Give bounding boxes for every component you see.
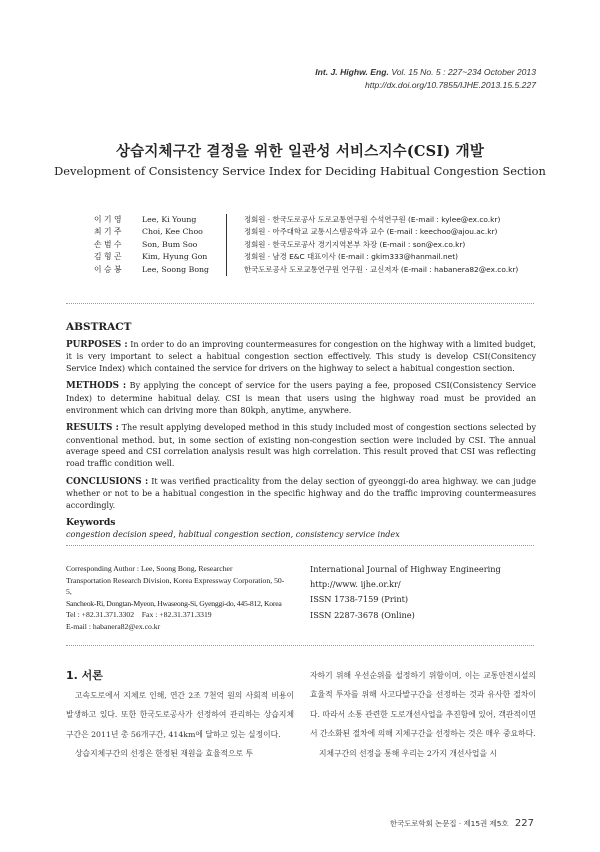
author-row	[94, 251, 518, 263]
results-label: RESULTS :	[66, 423, 119, 434]
author-name-en: Lee, Soong Bong	[142, 264, 210, 274]
author-row	[94, 214, 518, 226]
footer-text: 한국도로학회 논문집 · 제15권 제5호	[389, 819, 509, 828]
corr-line: Sancheok-Ri, Dongtan-Myeon, Hwaseong-Si, Gyenggi-do, 445-812, Korea	[66, 598, 282, 608]
author-divider	[226, 226, 236, 238]
author-divider	[226, 239, 236, 251]
body-paragraph: 자하기 위해 우선순위를 설정하기 위함이며, 이는 교통안전시설의 효율적 투자를 위해 사고다발구간을 선정하는 것과 유사한 절차이다. 따라서 소통 관련한 도로개선사업을 추진함에 있어, 객관적이면서 간소화된 절차에 의해 지체구간을 선정하는 것은 매우 중요하다.	[310, 671, 536, 739]
corr-email[interactable]: E-mail : habanera82@ex.co.kr	[66, 621, 161, 631]
corr-line: Tel : +82.31.371.3302 Fax : +82.31.371.3319	[66, 610, 212, 620]
methods-label: METHODS :	[66, 381, 127, 392]
body-paragraph: 고속도로에서 지체로 인해, 연간 2조 7천억 원의 사회적 비용이 발생하고 있다. 또한 한국도로공사가 선정하여 관리하는 상습지체구간은 2011년 총 56개구간, 414km에 달하고 있는 실정이다.	[66, 691, 294, 739]
author-affiliation: 정회원 · 남경 E&C 대표이사 (E-mail : gkim333@hanmail.net)	[244, 252, 459, 262]
dotted-divider	[66, 545, 534, 546]
author-name-ko: 최 기 주	[94, 227, 122, 237]
author-divider	[226, 264, 236, 276]
author-name-ko: 손 범 수	[94, 239, 122, 249]
author-affiliation: 정회원 · 한국도로공사 경기지역본부 차장 (E-mail : son@ex.co.kr)	[244, 239, 466, 249]
abstract-section	[66, 322, 536, 541]
author-list	[94, 214, 518, 276]
author-divider	[226, 214, 236, 226]
abstract-conclusions	[66, 476, 536, 512]
author-name-en: Choi, Kee Choo	[142, 227, 203, 237]
abstract-heading: ABSTRACT	[66, 321, 132, 333]
author-divider	[226, 251, 236, 263]
conclusions-text: It was verified practicality from the delay section of gyeonggi-do area highway. we can judge whether or not to be a habitual congestion in the specific highway and do the traffic improving countermeasures accordingly.	[66, 476, 536, 510]
volume-info: Vol. 15 No. 5 : 227~234 October 2013	[391, 67, 536, 77]
abstract-results	[66, 422, 536, 469]
body-column-left	[66, 686, 294, 764]
corr-line: Corresponding Author : Lee, Soong Bong, Researcher	[66, 564, 233, 573]
journal-title: International Journal of Highway Engineering	[310, 564, 501, 574]
issn-online: ISSN 2287-3678 (Online)	[310, 609, 415, 620]
author-name-en: Kim, Hyung Gon	[142, 252, 208, 262]
body-paragraph: 상습지체구간의 선정은 한정된 재원을 효율적으로 투	[75, 749, 254, 759]
journal-info	[310, 562, 501, 623]
author-name-en: Lee, Ki Young	[142, 215, 197, 224]
body-paragraph: 지체구간의 선정을 통해 우리는 2가지 개선사업을 시	[319, 748, 497, 758]
issn-print: ISSN 1738-7159 (Print)	[310, 594, 409, 605]
author-affiliation: 정회원 · 한국도로공사 도로교통연구원 수석연구원 (E-mail : kylee@ex.co.kr)	[244, 215, 501, 224]
journal-url[interactable]: http://www. ijhe.or.kr/	[310, 579, 401, 590]
section-title: 1. 서론	[66, 669, 103, 682]
journal-name: Int. J. Highw. Eng.	[315, 67, 389, 77]
abstract-purposes	[66, 339, 536, 375]
methods-text: By applying the concept of service for the users paying a fee, proposed CSI(Consistency Service Index) to determine habitual delay. CSI is mean that users using the highway road must be provided an environment which can driving more than 80kph, anytime, anywhere.	[66, 381, 536, 415]
corresponding-author	[66, 563, 286, 633]
author-affiliation: 정회원 · 아주대학교 교통시스템공학과 교수 (E-mail : keechoo@ajou.ac.kr)	[244, 227, 498, 237]
dotted-divider	[66, 645, 534, 646]
results-text: The result applying developed method in this study included most of congestion sections selected by conventional method. but, in some section of existing non-congestion section were included by CSI. The annual average speed and CSI correlation analysis result was high correlation. This result proved that CSI was reflecting road traffic condition well.	[66, 423, 536, 468]
author-row	[94, 264, 518, 276]
title-english: Development of Consistency Service Index for Deciding Habitual Congestion Section	[54, 164, 546, 178]
purposes-text: In order to do an improving countermeasures for congestion on the highway with a limited budget, it is very important to select a habitual congestion section effectively. This study is develop CSI(Consitency Service Index) which contained the service for drivers on the highway to select a habitual congestion section.	[66, 339, 536, 373]
conclusions-label: CONCLUSIONS :	[66, 476, 149, 487]
author-affiliation: 한국도로공사 도로교통연구원 연구원 · 교신저자 (E-mail : habanera82@ex.co.kr)	[244, 264, 519, 274]
author-name-ko: 김 형 곤	[94, 252, 122, 262]
author-row	[94, 226, 518, 238]
page-number: 227	[514, 818, 534, 829]
author-name-ko: 이 승 봉	[94, 264, 122, 274]
author-name-ko: 이 기 영	[94, 215, 122, 224]
abstract-methods	[66, 380, 536, 416]
journal-header	[315, 66, 536, 92]
page-footer	[390, 818, 534, 829]
title-korean: 상습지체구간 결정을 위한 일관성 서비스지수(CSI) 개발	[115, 143, 485, 160]
dotted-divider	[66, 303, 534, 304]
author-name-en: Son, Bum Soo	[142, 239, 198, 249]
doi-link[interactable]: http://dx.doi.org/10.7855/IJHE.2013.15.5.227	[364, 80, 536, 90]
corr-line: Transportation Research Division, Korea Expressway Corporation, 50-5,	[66, 575, 285, 597]
author-row	[94, 239, 518, 251]
keywords-heading: Keywords	[66, 517, 116, 529]
body-column-right	[310, 666, 536, 763]
purposes-label: PURPOSES :	[66, 339, 128, 350]
keywords-text: congestion decision speed, habitual congestion section, consistency service index	[66, 529, 400, 539]
